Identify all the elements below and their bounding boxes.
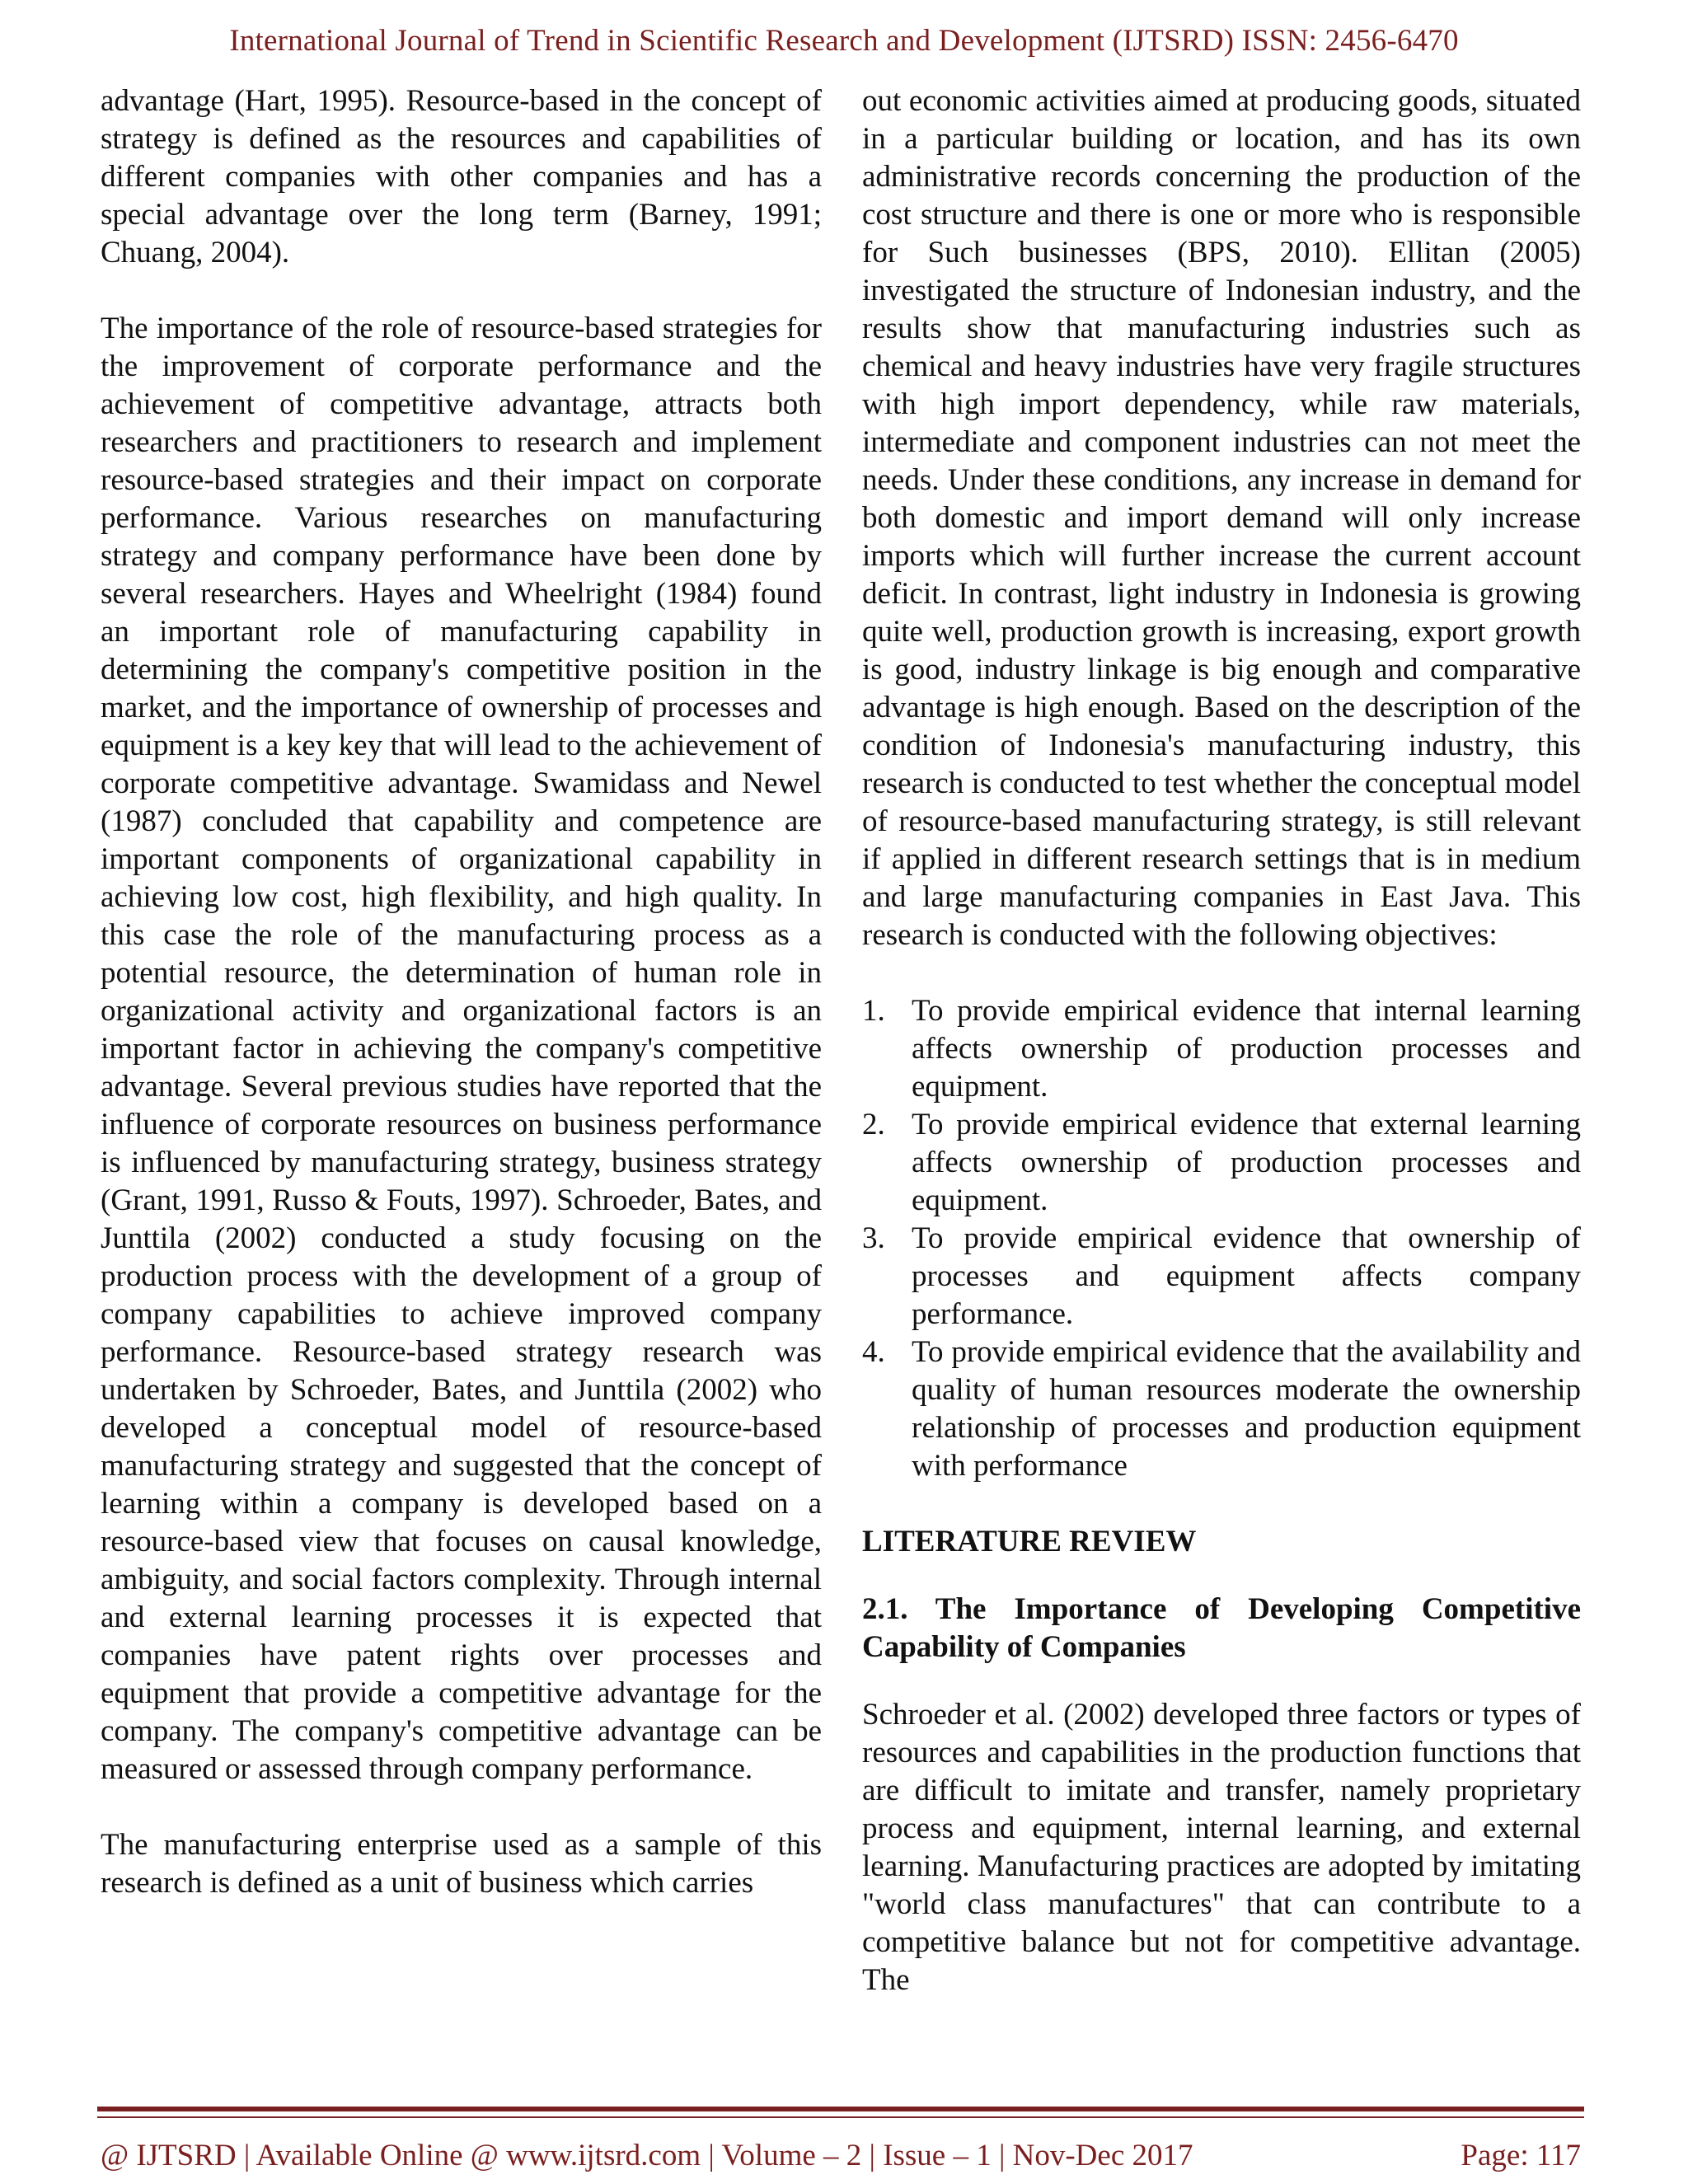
list-item	[862, 1333, 1581, 1485]
paragraph: The manufacturing enterprise used as a sample of this research is defined as a unit of business which carries	[101, 1828, 822, 1900]
list-item	[862, 1220, 1581, 1333]
list-number: 4.	[862, 1335, 885, 1369]
journal-header: International Journal of Trend in Scientific Research and Development (IJTSRD) ISSN: 2456-6470	[229, 24, 1459, 58]
objectives-list	[862, 992, 1581, 1485]
footer-publication-info: @ IJTSRD | Available Online @ www.ijtsrd.com | Volume – 2 | Issue – 1 | Nov-Dec 2017	[101, 2139, 1193, 2172]
list-item	[862, 1106, 1581, 1220]
list-item	[862, 992, 1581, 1106]
list-number: 2.	[862, 1108, 885, 1141]
paragraph: The importance of the role of resource-based strategies for the improvement of corporate performance and the achievement of competitive advantage, attracts both researchers and practitioners to research and implement resource-based strategies and their impact on corporate performance. Various researches on manufacturing strategy and company performance have been done by several researchers. Hayes and Wheelright (1984) found an important role of manufacturing capability in determining the company's competitive position in the market, and the importance of ownership of processes and equipment is a key key that will lead to the achievement of corporate competitive advantage. Swamidass and Newel (1987) concluded that capability and competence are important components of organizational capability in achieving low cost, high flexibility, and high quality. In this case the role of the manufacturing process as a potential resource, the determination of human role in organizational activity and organizational factors is an important factor in achieving the company's competitive advantage. Several previous studies have reported that the influence of corporate resources on business performance is influenced by manufacturing strategy, business strategy (Grant, 1991, Russo & Fouts, 1997). Schroeder, Bates, and Junttila (2002) conducted a study focusing on the production process with the development of a group of company capabilities to achieve improved company performance. Resource-based strategy research was undertaken by Schroeder, Bates, and Junttila (2002) who developed a conceptual model of resource-based manufacturing strategy and suggested that the concept of learning within a company is developed based on a resource-based view that focuses on causal knowledge, ambiguity, and social factors complexity. Through internal and external learning processes it is expected that companies have patent rights over processes and equipment that provide a competitive advantage for the company. The company's competitive advantage can be measured or assessed through company performance.	[101, 312, 822, 1786]
paragraph: out economic activities aimed at producing goods, situated in a particular building or location, and has its own administrative records concerning the production of the cost structure and there is one or more who is responsible for Such businesses (BPS, 2010). Ellitan (2005) investigated the structure of Indonesian industry, and the results show that manufacturing industries such as chemical and heavy industries have very fragile structures with high import dependency, while raw materials, intermediate and component industries can not meet the needs. Under these conditions, any increase in demand for both domestic and import demand will only increase imports which will further increase the current account deficit. In contrast, light industry in Indonesia is growing quite well, production growth is increasing, export growth is good, industry linkage is big enough and comparative advantage is high enough. Based on the description of the condition of Indonesia's manufacturing industry, this research is conducted to test whether the conceptual model of resource-based manufacturing strategy, is still relevant if applied in different research settings that is in medium and large manufacturing companies in East Java. This research is conducted with the following objectives:	[862, 84, 1581, 952]
left-column	[101, 82, 822, 1902]
page-footer	[101, 2138, 1581, 2173]
list-item-text: To provide empirical evidence that the availability and quality of human resources moderate the ownership relationship of processes and production equipment with performance	[912, 1335, 1581, 1483]
right-column	[862, 82, 1581, 1999]
page-number: Page: 117	[1461, 2139, 1581, 2172]
paragraph: Schroeder et al. (2002) developed three factors or types of resources and capabilities in the production functions that are difficult to imitate and transfer, namely proprietary process and equipment, internal learning, and external learning. Manufacturing practices are adopted by imitating "world class manufactures" that can contribute to a competitive balance but not for competitive advantage. The	[862, 1698, 1581, 1997]
footer-divider	[97, 2107, 1584, 2111]
section-heading: LITERATURE REVIEW	[862, 1525, 1197, 1558]
list-item-text: To provide empirical evidence that ownership of processes and equipment affects company performance.	[912, 1221, 1581, 1331]
list-number: 1.	[862, 994, 885, 1028]
list-item-text: To provide empirical evidence that external learning affects ownership of production processes and equipment.	[912, 1108, 1581, 1217]
footer-divider-thin	[97, 2116, 1584, 2118]
list-number: 3.	[862, 1221, 885, 1255]
paragraph: advantage (Hart, 1995). Resource-based in the concept of strategy is defined as the resources and capabilities of different companies with other companies and has a special advantage over the long term (Barney, 1991; Chuang, 2004).	[101, 84, 822, 269]
subsection-heading: 2.1. The Importance of Developing Competitive Capability of Companies	[862, 1592, 1581, 1664]
list-item-text: To provide empirical evidence that internal learning affects ownership of production processes and equipment.	[912, 994, 1581, 1104]
